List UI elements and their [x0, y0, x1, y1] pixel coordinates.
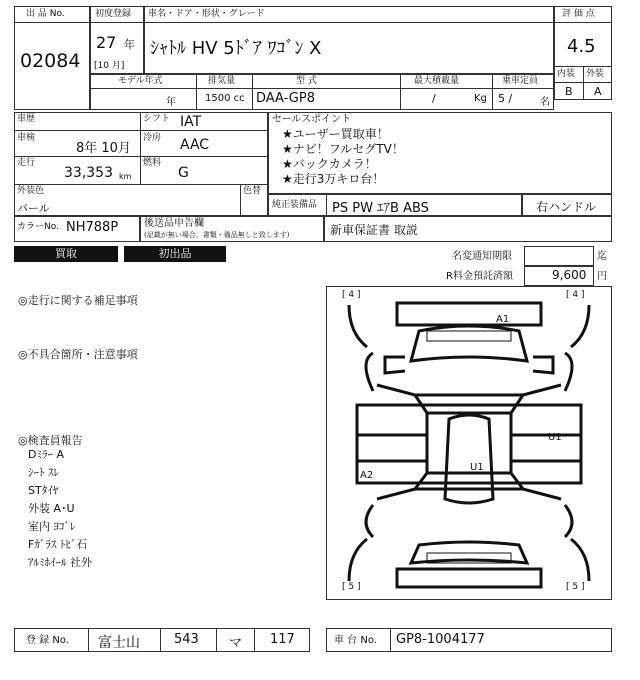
lot-no: 02084: [20, 50, 81, 72]
shift-value: IAT: [180, 114, 202, 130]
equipment-label: 純正装備品: [272, 200, 318, 210]
ac-label: 冷房: [143, 133, 162, 143]
damage-mark-u1-right: U1: [548, 432, 562, 443]
tire-top-left: [ 4 ]: [342, 290, 361, 300]
details-box: [14, 112, 268, 216]
score-value: 4.5: [567, 36, 596, 57]
color-no: NH788P: [66, 220, 119, 235]
recycle-unit: 円: [597, 271, 607, 282]
name-change-box: [524, 246, 594, 266]
chassis-label: 車 台 No.: [334, 635, 377, 646]
report-item: STﾀｲﾔ: [28, 484, 59, 497]
sales-point-item: ★走行3万キロ台！: [282, 172, 385, 186]
sales-points-title: セールスポイント: [272, 114, 352, 125]
chassis-no: GP8-1004177: [396, 632, 485, 647]
max-load-slash: /: [432, 92, 436, 105]
damage-mark-u1-center: U1: [470, 462, 484, 473]
handle-value: 右ハンドル: [536, 200, 597, 214]
car-diagram: [326, 286, 612, 600]
mileage-label: 走行: [17, 158, 36, 168]
type-label: 型 式: [296, 76, 317, 86]
capacity-label: 乗車定員: [502, 76, 539, 86]
report-item: ｱﾙﾐﾎｲｰﾙ 社外: [28, 556, 92, 569]
model-year-unit: 年: [166, 97, 176, 108]
registration-region: 富士山: [98, 635, 140, 651]
name-change-unit: 迄: [597, 251, 607, 262]
car-name-label: 車名・ドア・形状・グレード: [148, 9, 265, 19]
damage-mark-a1: A1: [496, 314, 510, 325]
buy-tag: 買取: [14, 246, 118, 262]
post-report-label: 後送品申告欄: [144, 218, 204, 229]
interior-grade: B: [565, 85, 573, 98]
history-label: 車歴: [17, 114, 36, 124]
damage-mark-a2: A2: [360, 470, 374, 481]
exterior-color: パール: [17, 202, 50, 215]
report-item: 外装 A･U: [28, 502, 75, 515]
exterior-grade: A: [594, 85, 602, 98]
tire-top-right: [ 4 ]: [566, 290, 585, 300]
registration-label: 登 録 No.: [26, 635, 69, 646]
score-label: 評 価 点: [562, 9, 595, 19]
report-item: Fｶﾞﾗｽ ﾄﾋﾞ石: [28, 538, 88, 551]
sales-points-list: [282, 127, 404, 187]
lot-no-label: 出 品 No.: [26, 9, 65, 19]
sales-point-item: ★ナビ！フルセグTV！: [282, 142, 404, 156]
capacity: 5 /: [498, 92, 513, 105]
fuel-label: 燃料: [143, 158, 162, 168]
recolor-label: 色替: [243, 186, 262, 196]
recycle-value: 9,600: [552, 268, 587, 282]
post-report-note: (記載が無い場合、書類・備品無しと致します): [144, 231, 290, 239]
fuel-value: G: [178, 165, 189, 181]
displacement-label: 排気量: [208, 76, 236, 86]
inspector-report-heading: ◎検査員報告: [18, 434, 83, 447]
mileage-unit: km: [119, 172, 132, 181]
car-outline-drawing: [327, 287, 611, 599]
first-reg-label: 初度登録: [95, 9, 132, 19]
color-no-label: カラーNo.: [17, 222, 59, 232]
reg-month: [10 月]: [94, 61, 125, 71]
inspection-value: 8年 10月: [76, 141, 131, 156]
tire-bottom-right: [ 5 ]: [566, 582, 585, 592]
capacity-unit: 名: [540, 97, 550, 108]
displacement: 1500 cc: [205, 93, 245, 104]
max-load-label: 最大積載量: [414, 76, 460, 86]
first-listing-tag: 初出品: [124, 246, 226, 262]
mileage-value: 33,353: [64, 165, 113, 181]
model-type: DAA-GP8: [256, 91, 315, 106]
tire-bottom-left: [ 5 ]: [342, 582, 361, 592]
ac-value: AAC: [180, 137, 210, 153]
shift-label: シフト: [143, 114, 171, 124]
reg-year: 27: [96, 33, 117, 52]
registration-kana: マ: [229, 636, 243, 651]
car-name: ｼｬﾄﾙ HV 5ﾄﾞｱ ﾜｺﾞﾝ X: [150, 38, 322, 59]
exterior-label: 外装: [586, 69, 605, 79]
exterior-color-label: 外装色: [17, 186, 45, 196]
name-change-label: 名変通知期限: [452, 251, 512, 262]
interior-label: 内装: [557, 69, 576, 79]
recycle-label: R料金預託済額: [446, 271, 513, 282]
inspection-label: 車検: [17, 133, 36, 143]
report-item: Dﾐﾗｰ A: [28, 448, 64, 461]
report-item: 室内 ﾖｺﾞﾚ: [28, 520, 76, 533]
inspector-report-list: [28, 446, 92, 572]
sales-point-item: ★バックカメラ！: [282, 157, 377, 171]
defect-notes-heading: ◎不具合箇所・注意事項: [18, 348, 138, 361]
reg-year-unit: 年: [124, 38, 135, 51]
driving-notes-heading: ◎走行に関する補足事項: [18, 294, 138, 307]
warranty-value: 新車保証書 取説: [330, 223, 418, 237]
model-year-label: モデル年式: [118, 76, 163, 86]
sales-point-item: ★ユーザー買取車！: [282, 127, 389, 141]
registration-class: 543: [174, 632, 199, 647]
max-load-unit: Kg: [474, 93, 487, 104]
registration-serial: 117: [270, 632, 295, 647]
report-item: ｼｰﾄ ｽﾚ: [28, 466, 59, 479]
equipment-items: PS PW ｴｱB ABS: [332, 201, 429, 216]
